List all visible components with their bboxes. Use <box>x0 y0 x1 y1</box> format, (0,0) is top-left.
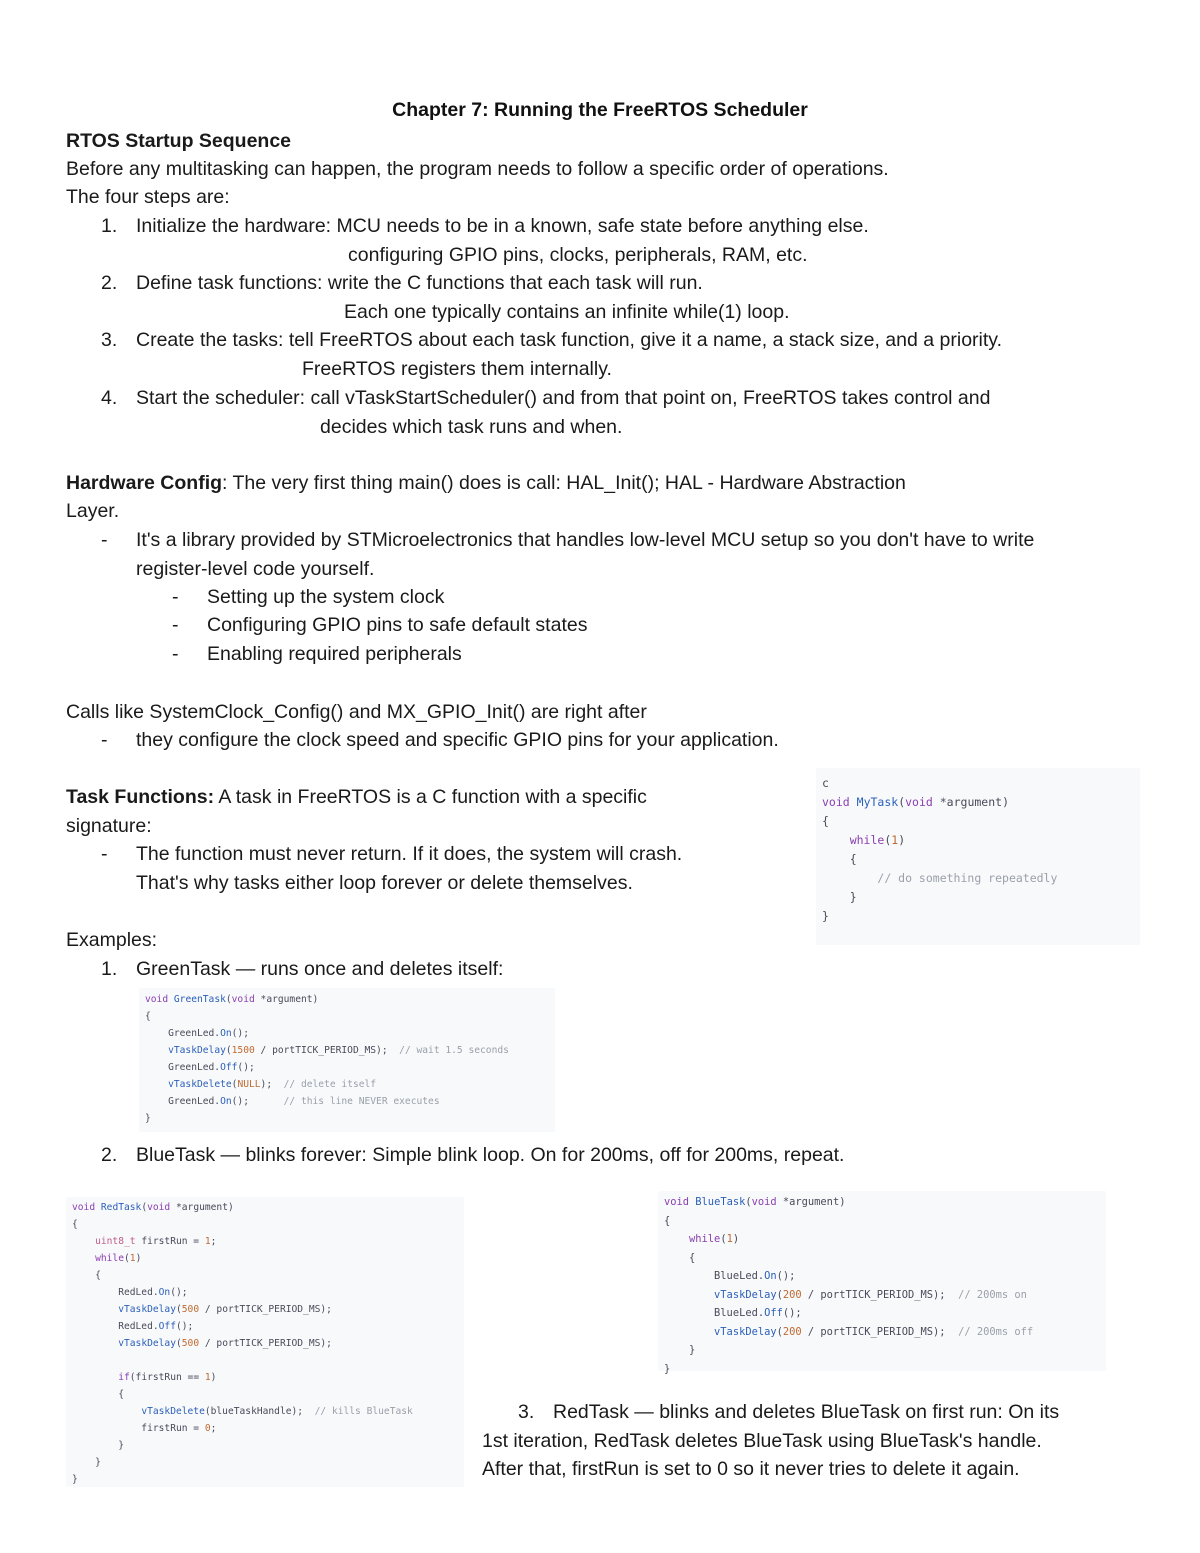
code-line: { <box>72 1389 124 1400</box>
code-line: } <box>822 890 857 904</box>
code-line: while(1) <box>849 833 906 847</box>
code-line: } <box>145 1113 151 1124</box>
code-line: vTaskDelay(200 / portTICK_PERIOD_MS); // 200ms off <box>714 1325 1034 1338</box>
code-line: uint8_t firstRun = 1; <box>95 1236 217 1247</box>
code-line: void MyTask(void *argument) <box>822 795 1009 809</box>
code-line: c <box>822 776 829 790</box>
step-text: Create the tasks: tell FreeRTOS about each task function, give it a name, a stack size, and a priority. <box>136 329 1003 351</box>
step-text: Define task functions: write the C functions that each task will run. <box>136 272 703 294</box>
code-line: firstRun = 0; <box>72 1423 217 1434</box>
example-number: 2. <box>101 1144 118 1166</box>
example-text: GreenTask — runs once and deletes itself: <box>136 958 504 980</box>
tasks-label: Task Functions: <box>66 786 215 808</box>
step-detail: Each one typically contains an infinite while(1) loop. <box>344 301 790 323</box>
code-block-bluetask <box>658 1191 1106 1375</box>
code-line: GreenLed.On(); // this line NEVER executes <box>145 1096 440 1107</box>
code-line: } <box>72 1457 101 1468</box>
bullet-dash: - <box>101 843 108 865</box>
step-text: Initialize the hardware: MCU needs to be in a known, safe state before anything else. <box>136 215 869 237</box>
hardware-sub-item: Enabling required peripherals <box>207 643 462 665</box>
code-block-mytask <box>816 768 1140 945</box>
code-line: while(1) <box>689 1233 740 1245</box>
tasks-text-2: signature: <box>66 815 152 837</box>
example-text-2: 1st iteration, RedTask deletes BlueTask using BlueTask's handle. <box>482 1430 1042 1452</box>
page-title: Chapter 7: Running the FreeRTOS Scheduler <box>392 99 808 121</box>
code-line: { <box>822 852 857 866</box>
step-number: 3. <box>101 329 118 351</box>
code-line: BlueLed.Off(); <box>664 1307 802 1319</box>
step-number: 1. <box>101 215 118 237</box>
step-detail: configuring GPIO pins, clocks, peripherals, RAM, etc. <box>348 244 808 266</box>
code-line: { <box>145 1011 151 1022</box>
hardware-text: : The very first thing main() does is call: HAL_Init(); HAL - Hardware Abstraction <box>222 472 906 494</box>
code-line: // do something repeatedly <box>877 871 1058 885</box>
code-line: } <box>72 1474 78 1485</box>
tasks-bullet: The function must never return. If it does, the system will crash. <box>136 843 683 865</box>
step-number: 4. <box>101 387 118 409</box>
code-line: RedLed.On(); <box>72 1287 188 1298</box>
calls-text: Calls like SystemClock_Config() and MX_GPIO_Init() are right after <box>66 701 647 723</box>
code-line: GreenLed.Off(); <box>145 1062 255 1073</box>
hardware-label: Hardware Config <box>66 472 223 494</box>
code-line: vTaskDelay(200 / portTICK_PERIOD_MS); // 200ms on <box>714 1288 1027 1301</box>
example-text: RedTask — blinks and deletes BlueTask on first run: On its <box>553 1401 1060 1423</box>
code-line: { <box>664 1251 696 1264</box>
tasks-bullet-2: That's why tasks either loop forever or delete themselves. <box>136 872 633 894</box>
hardware-sub-item: Configuring GPIO pins to safe default states <box>207 614 588 636</box>
startup-intro-2: The four steps are: <box>66 186 230 208</box>
code-line: BlueLed.On(); <box>664 1270 796 1282</box>
code-line: vTaskDelay(1500 / portTICK_PERIOD_MS); // wait 1.5 seconds <box>168 1045 509 1056</box>
bullet-dash: - <box>101 729 108 751</box>
example-number: 3. <box>518 1401 535 1423</box>
code-line: void RedTask(void *argument) <box>72 1202 234 1213</box>
hardware-bullet-2: register-level code yourself. <box>136 558 375 580</box>
code-line: { <box>72 1270 101 1281</box>
step-number: 2. <box>101 272 118 294</box>
bullet-dash: - <box>101 529 108 551</box>
code-line: vTaskDelete(blueTaskHandle); // kills BlueTask <box>141 1406 413 1417</box>
step-detail: decides which task runs and when. <box>320 416 623 438</box>
code-line: if(firstRun == 1) <box>118 1372 217 1383</box>
section-heading-startup: RTOS Startup Sequence <box>66 130 292 152</box>
code-line: GreenLed.On(); <box>145 1028 249 1039</box>
bullet-dash: - <box>172 643 179 665</box>
code-line: } <box>664 1344 696 1356</box>
code-line: { <box>664 1214 671 1227</box>
tasks-paragraph <box>66 783 647 811</box>
tasks-text: A task in FreeRTOS is a C function with a specific <box>214 786 647 808</box>
code-line: } <box>822 909 829 923</box>
examples-label: Examples: <box>66 929 158 951</box>
step-detail: FreeRTOS registers them internally. <box>302 358 612 380</box>
code-line: void BlueTask(void *argument) <box>664 1196 846 1208</box>
code-line: vTaskDelay(500 / portTICK_PERIOD_MS); <box>118 1304 332 1315</box>
code-line: { <box>822 814 829 828</box>
code-line: vTaskDelay(500 / portTICK_PERIOD_MS); <box>118 1338 332 1349</box>
code-line: } <box>72 1440 124 1451</box>
code-line: vTaskDelete(NULL); // delete itself <box>168 1079 377 1090</box>
hardware-sub-item: Setting up the system clock <box>207 586 445 608</box>
hardware-paragraph <box>66 469 906 497</box>
hardware-text-2: Layer. <box>66 500 120 522</box>
calls-bullet: they configure the clock speed and specific GPIO pins for your application. <box>136 729 779 751</box>
step-text: Start the scheduler: call vTaskStartScheduler() and from that point on, FreeRTOS takes control and <box>136 387 991 409</box>
hardware-bullet: It's a library provided by STMicroelectronics that handles low-level MCU setup so you don't have to write <box>136 529 1035 551</box>
code-line: RedLed.Off(); <box>72 1321 194 1332</box>
code-block-greentask <box>139 988 555 1132</box>
example-number: 1. <box>101 958 118 980</box>
code-line: void GreenTask(void *argument) <box>145 994 319 1005</box>
example-text: BlueTask — blinks forever: Simple blink loop. On for 200ms, off for 200ms, repeat. <box>136 1144 845 1166</box>
bullet-dash: - <box>172 586 179 608</box>
code-line: { <box>72 1219 78 1230</box>
code-line: } <box>664 1362 671 1375</box>
startup-intro: Before any multitasking can happen, the program needs to follow a specific order of operations. <box>66 158 889 180</box>
code-block-redtask <box>66 1197 464 1487</box>
bullet-dash: - <box>172 614 179 636</box>
code-line: while(1) <box>95 1253 142 1264</box>
example-text-3: After that, firstRun is set to 0 so it never tries to delete it again. <box>482 1458 1020 1480</box>
